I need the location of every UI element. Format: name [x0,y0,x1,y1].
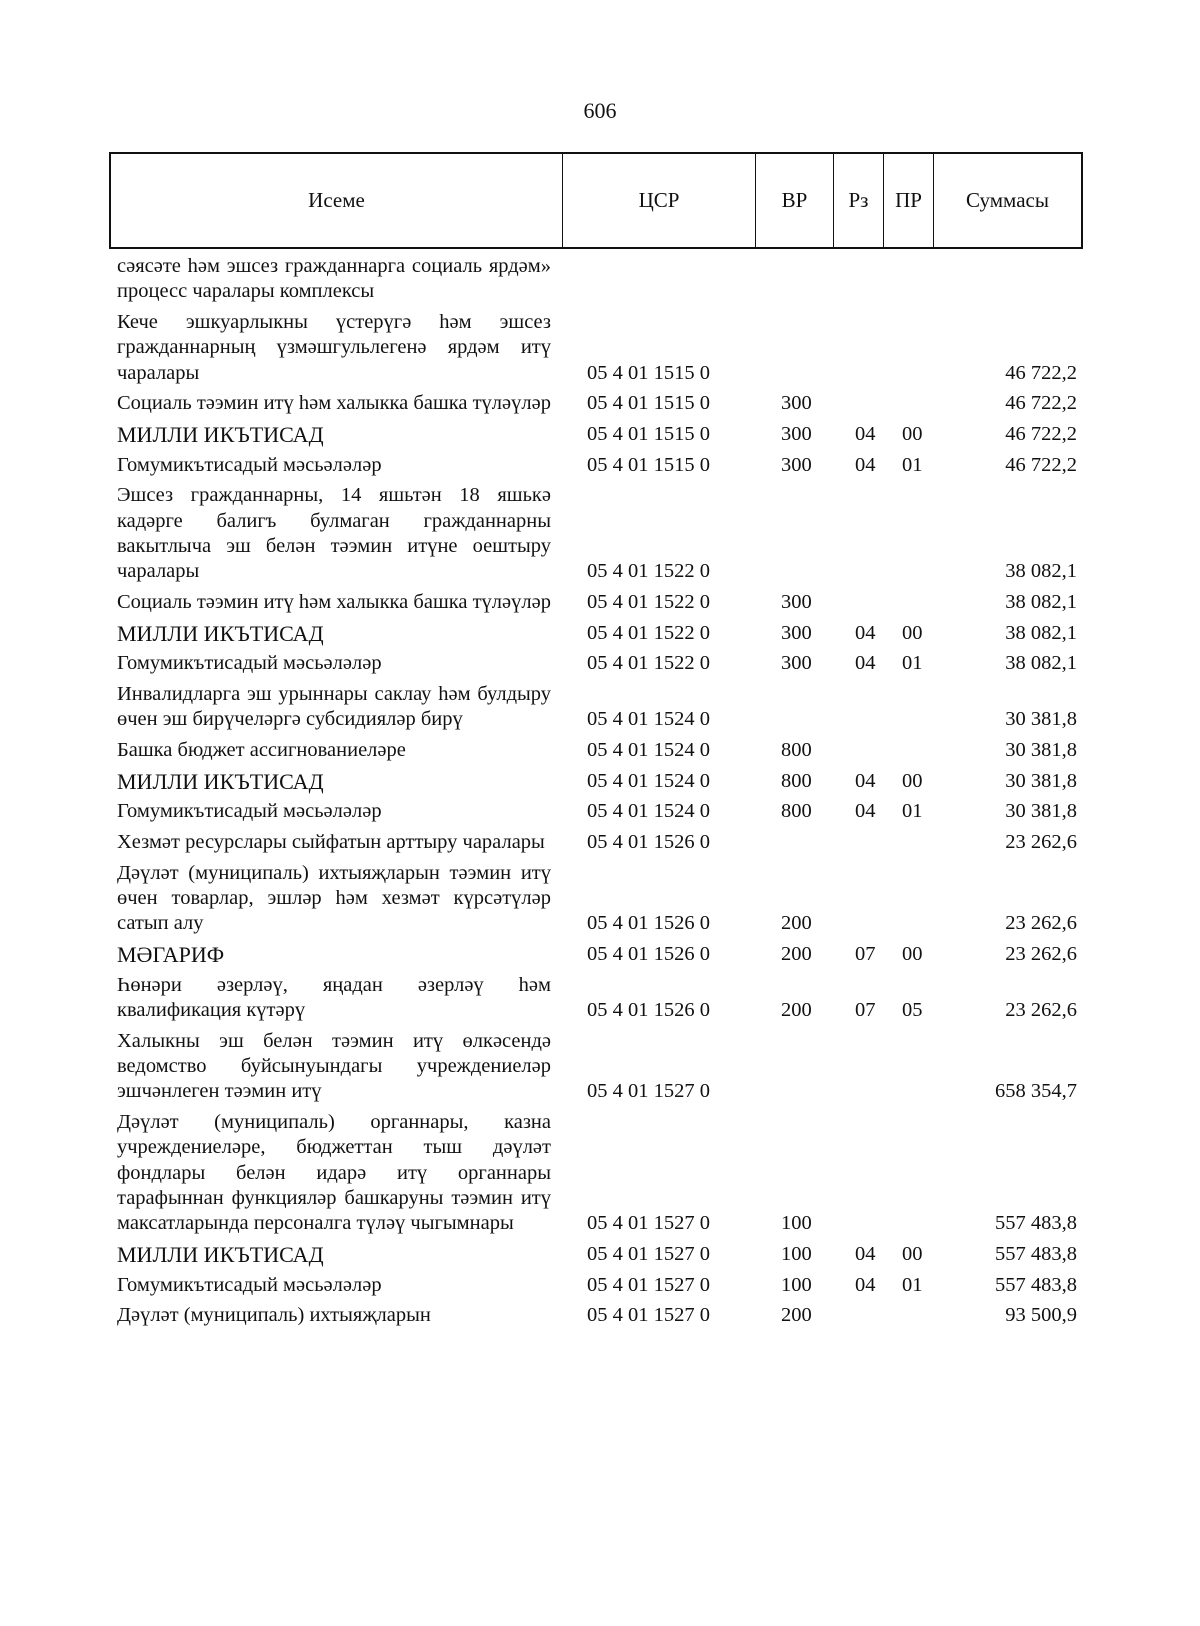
row-name: Социаль тәэмин итү һәм халыкка башка түләүләр [117,392,551,415]
row-pr: 01 [902,1273,923,1296]
row-sum: 38 082,1 [1005,652,1077,675]
row-csr: 05 4 01 1522 0 [587,560,710,583]
row-name: МИЛЛИ ИКЪТИСАД [117,620,324,646]
row-rz: 07 [855,998,876,1021]
row-name: Дәүләт (муниципаль) ихтыяҗларын тәэмин итү өчен товарлар, эшләр һәм хезмәт күрсәтүләр сатып алу [117,861,551,935]
row-sum: 23 262,6 [1005,998,1077,1021]
row-vr: 200 [781,912,812,935]
row-sum: 30 381,8 [1005,708,1077,731]
table-row [117,651,1117,676]
row-rz: 04 [855,1273,876,1296]
row-name: Халыкны эш белән тәэмин итү өлкәсендә ведомство буйсынуындагы учреждениеләр эшчәнлеген тәэмин итү [117,1029,551,1103]
table-row [117,310,1117,386]
table-row [117,621,1117,646]
row-sum: 38 082,1 [1005,560,1077,583]
header-pr: ПР [884,154,934,247]
row-name: Дәүләт (муниципаль) органнары, казна учреждениеләре, бюджеттан тыш дәүләт фондлары белән идарә итү органнары тарафыннан функцияләр башкаруны тәэмин итү максатларында персоналга түләү чыгымнары [117,1110,551,1235]
table-row [117,830,1117,855]
row-sum: 23 262,6 [1005,912,1077,935]
row-name: Гомумикътисадый мәсьәләләр [117,453,382,476]
row-vr: 800 [781,769,812,792]
row-vr: 100 [781,1212,812,1235]
row-pr: 01 [902,800,923,823]
row-sum: 557 483,8 [995,1212,1077,1235]
row-pr: 00 [902,942,923,965]
row-name: сәясәте һәм эшсез гражданнарга социаль ярдәм» процесс чаралары комплексы [117,255,551,303]
table-row [117,973,1117,1024]
row-csr: 05 4 01 1522 0 [587,590,710,613]
row-sum: 46 722,2 [1005,392,1077,415]
table-row [117,1110,1117,1236]
table-row [117,483,1117,584]
row-csr: 05 4 01 1526 0 [587,912,710,935]
row-vr: 200 [781,942,812,965]
row-csr: 05 4 01 1515 0 [587,422,710,445]
row-csr: 05 4 01 1526 0 [587,831,710,854]
row-sum: 93 500,9 [1005,1304,1077,1327]
table-row [117,391,1117,416]
row-pr: 01 [902,453,923,476]
row-csr: 05 4 01 1524 0 [587,769,710,792]
row-sum: 23 262,6 [1005,831,1077,854]
row-name: Эшсез гражданнарны, 14 яшьтән 18 яшькә кадәрге балигъ булмаган гражданнарны вакытлыча эш белән тәэмин итүне оештыру чаралары [117,484,551,583]
row-csr: 05 4 01 1515 0 [587,453,710,476]
table-header [109,152,1083,249]
row-vr: 100 [781,1273,812,1296]
table-row [117,1303,1117,1328]
row-sum: 46 722,2 [1005,453,1077,476]
row-vr: 800 [781,738,812,761]
row-name: Гомумикътисадый мәсьәләләр [117,1273,382,1296]
row-rz: 04 [855,1242,876,1265]
row-vr: 800 [781,800,812,823]
row-pr: 00 [902,422,923,445]
row-csr: 05 4 01 1527 0 [587,1273,710,1296]
table-row [117,422,1117,447]
row-csr: 05 4 01 1527 0 [587,1304,710,1327]
header-rz: Рз [834,154,884,247]
row-sum: 46 722,2 [1005,361,1077,384]
table-row [117,254,1117,305]
row-vr: 300 [781,590,812,613]
row-csr: 05 4 01 1522 0 [587,621,710,644]
row-sum: 30 381,8 [1005,800,1077,823]
row-sum: 38 082,1 [1005,590,1077,613]
row-sum: 557 483,8 [995,1242,1077,1265]
row-pr: 00 [902,621,923,644]
row-pr: 05 [902,998,923,1021]
row-csr: 05 4 01 1527 0 [587,1080,710,1103]
row-rz: 04 [855,769,876,792]
row-vr: 200 [781,998,812,1021]
row-name: Гомумикътисадый мәсьәләләр [117,800,382,823]
row-sum: 46 722,2 [1005,422,1077,445]
header-name: Исеме [111,154,563,247]
row-rz: 07 [855,942,876,965]
row-name: Дәүләт (муниципаль) ихтыяҗларын [117,1304,431,1327]
row-vr: 200 [781,1304,812,1327]
page-number: 606 [583,98,617,123]
row-sum: 38 082,1 [1005,621,1077,644]
row-vr: 300 [781,453,812,476]
table-row [117,769,1117,794]
row-csr: 05 4 01 1526 0 [587,998,710,1021]
row-name: Хезмәт ресурслары сыйфатын арттыру чаралары [117,831,545,854]
table-row [117,861,1117,937]
table-row [117,1273,1117,1298]
row-rz: 04 [855,453,876,476]
row-csr: 05 4 01 1527 0 [587,1242,710,1265]
row-csr: 05 4 01 1522 0 [587,652,710,675]
row-csr: 05 4 01 1524 0 [587,738,710,761]
table-row [117,682,1117,733]
table-row [117,738,1117,763]
row-vr: 100 [781,1242,812,1265]
row-sum: 30 381,8 [1005,769,1077,792]
row-csr: 05 4 01 1515 0 [587,392,710,415]
row-csr: 05 4 01 1527 0 [587,1212,710,1235]
row-csr: 05 4 01 1524 0 [587,800,710,823]
row-name: Башка бюджет ассигнованиеләре [117,738,406,761]
table-row [117,799,1117,824]
table-row [117,453,1117,478]
row-name: Социаль тәэмин итү һәм халыкка башка түләүләр [117,590,551,613]
header-vr: ВР [756,154,834,247]
row-name: МИЛЛИ ИКЪТИСАД [117,768,324,794]
table-row [117,1242,1117,1267]
row-sum: 23 262,6 [1005,942,1077,965]
row-vr: 300 [781,392,812,415]
row-sum: 557 483,8 [995,1273,1077,1296]
table-body [117,254,1117,1334]
row-pr: 00 [902,769,923,792]
header-sum: Суммасы [966,188,1049,212]
header-csr: ЦСР [563,154,756,247]
table-row [117,1029,1117,1105]
row-csr: 05 4 01 1515 0 [587,361,710,384]
row-name: Һөнәри әзерләү, яңадан әзерләү һәм квалификация күтәрү [117,973,551,1021]
row-vr: 300 [781,652,812,675]
row-vr: 300 [781,422,812,445]
table-row [117,942,1117,967]
row-pr: 00 [902,1242,923,1265]
row-rz: 04 [855,621,876,644]
row-name: МИЛЛИ ИКЪТИСАД [117,1241,324,1267]
row-name: МӘГАРИФ [117,941,225,967]
row-rz: 04 [855,800,876,823]
row-csr: 05 4 01 1524 0 [587,708,710,731]
row-rz: 04 [855,422,876,445]
row-name: МИЛЛИ ИКЪТИСАД [117,421,324,447]
row-sum: 658 354,7 [995,1080,1077,1103]
row-csr: 05 4 01 1526 0 [587,942,710,965]
row-pr: 01 [902,652,923,675]
row-name: Гомумикътисадый мәсьәләләр [117,652,382,675]
row-name: Инвалидларга эш урыннары саклау һәм булдыру өчен эш бирүчеләргә субсидияләр бирү [117,682,551,731]
row-name: Кече эшкуарлыкны үстерүгә һәм эшсез гражданнарның үзмәшгульлегенә ярдәм итү чаралары [117,310,551,384]
row-sum: 30 381,8 [1005,738,1077,761]
row-rz: 04 [855,652,876,675]
row-vr: 300 [781,621,812,644]
table-row [117,590,1117,615]
